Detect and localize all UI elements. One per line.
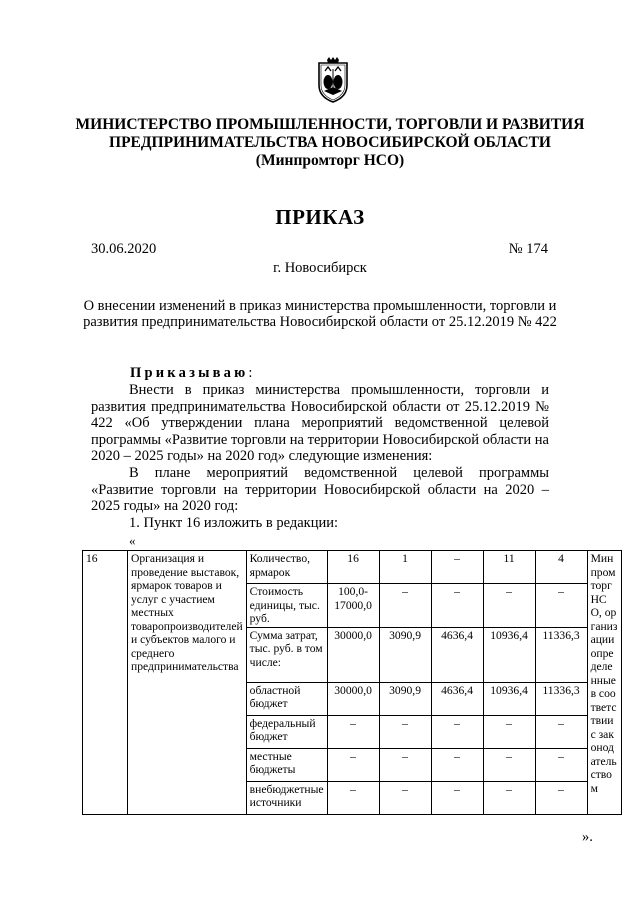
value-cell: – — [379, 715, 431, 748]
value-cell: 11 — [483, 551, 535, 584]
value-cell: – — [535, 781, 587, 814]
value-cell: 10936,4 — [483, 627, 535, 682]
open-quote: « — [129, 533, 136, 548]
value-cell: – — [379, 748, 431, 781]
order-directive-word: Приказываю — [130, 365, 249, 381]
document-title: ПРИКАЗ — [275, 205, 365, 229]
value-cell: – — [379, 781, 431, 814]
indicator-cell: внебюджетные источники — [246, 781, 327, 814]
value-cell: – — [327, 781, 379, 814]
measures-table — [82, 550, 622, 815]
ministry-abbreviation: (Минпромторг НСО) — [255, 152, 405, 169]
value-cell: 30000,0 — [327, 627, 379, 682]
value-cell: – — [431, 781, 483, 814]
value-cell: – — [483, 584, 535, 628]
value-cell: – — [483, 715, 535, 748]
value-cell: 100,0-17000,0 — [327, 584, 379, 628]
order-city: г. Новосибирск — [273, 260, 367, 276]
value-cell: – — [431, 748, 483, 781]
order-directive — [130, 365, 252, 382]
value-cell: – — [431, 551, 483, 584]
indicator-cell: Количество, ярмарок — [246, 551, 327, 584]
indicator-cell: местные бюджеты — [246, 748, 327, 781]
ministry-name-line-2: ПРЕДПРИНИМАТЕЛЬСТВА НОВОСИБИРСКОЙ ОБЛАСТИ — [109, 134, 551, 151]
indicator-cell: федеральный бюджет — [246, 715, 327, 748]
value-cell: 11336,3 — [535, 682, 587, 715]
value-cell: – — [483, 781, 535, 814]
value-cell: 10936,4 — [483, 682, 535, 715]
value-cell: 4636,4 — [431, 627, 483, 682]
subject-line-1: О внесении изменений в приказ министерства промышленности, торговли и — [83, 298, 557, 314]
subject-line-2: развития предпринимательства Новосибирской области от 25.12.2019 № 422 — [83, 314, 557, 330]
value-cell: 3090,9 — [379, 627, 431, 682]
value-cell: – — [535, 584, 587, 628]
value-cell: 4636,4 — [431, 682, 483, 715]
order-subject — [80, 298, 560, 330]
value-cell: – — [327, 748, 379, 781]
indicator-cell: Сумма затрат, тыс. руб. в том числе: — [246, 627, 327, 682]
closing-quote: ». — [582, 829, 593, 845]
indicator-cell: Стоимость единицы, тыс. руб. — [246, 584, 327, 628]
order-date: 30.06.2020 — [91, 241, 157, 257]
value-cell: – — [535, 715, 587, 748]
value-cell: 1 — [379, 551, 431, 584]
row-number-cell: 16 — [83, 551, 128, 815]
order-number: № 174 — [508, 241, 548, 257]
order-directive-colon: : — [248, 365, 253, 381]
paragraph-2: В плане мероприятий ведомственной целевой программы «Развитие торговли на территории Новосибирской области на 2020 – 2025 годы» на 2020 год: — [91, 465, 549, 514]
value-cell: – — [535, 748, 587, 781]
indicator-cell: областной бюджет — [246, 682, 327, 715]
value-cell: – — [483, 748, 535, 781]
value-cell: – — [379, 584, 431, 628]
value-cell: – — [431, 584, 483, 628]
ministry-name-line-1: МИНИСТЕРСТВО ПРОМЫШЛЕННОСТИ, ТОРГОВЛИ И РАЗВИТИЯ — [75, 116, 585, 133]
value-cell: 30000,0 — [327, 682, 379, 715]
measure-name-cell: Организация и проведение выставок, ярмарок товаров и услуг с участием местных товаропроизводителей и субъектов малого и среднего предпринимательства — [128, 551, 247, 815]
value-cell: 11336,3 — [535, 627, 587, 682]
table-row — [83, 551, 622, 584]
coat-of-arms-icon — [316, 57, 350, 103]
value-cell: 16 — [327, 551, 379, 584]
responsible-cell: Минпромторг НСО, организации определенные в соответствии с законодательством — [587, 551, 621, 815]
value-cell: 4 — [535, 551, 587, 584]
paragraph-1: Внести в приказ министерства промышленности, торговли и развития предпринимательства Новосибирской области от 25.12.2019 № 422 «Об утверждении плана мероприятий ведомственной целевой программы «Развитие торговли на территории Новосибирской области на 2020 – 2025 годы» на 2020 год» следующие изменения: — [91, 382, 549, 464]
paragraph-3: 1. Пункт 16 изложить в редакции: — [129, 515, 339, 531]
value-cell: – — [327, 715, 379, 748]
value-cell: – — [431, 715, 483, 748]
value-cell: 3090,9 — [379, 682, 431, 715]
